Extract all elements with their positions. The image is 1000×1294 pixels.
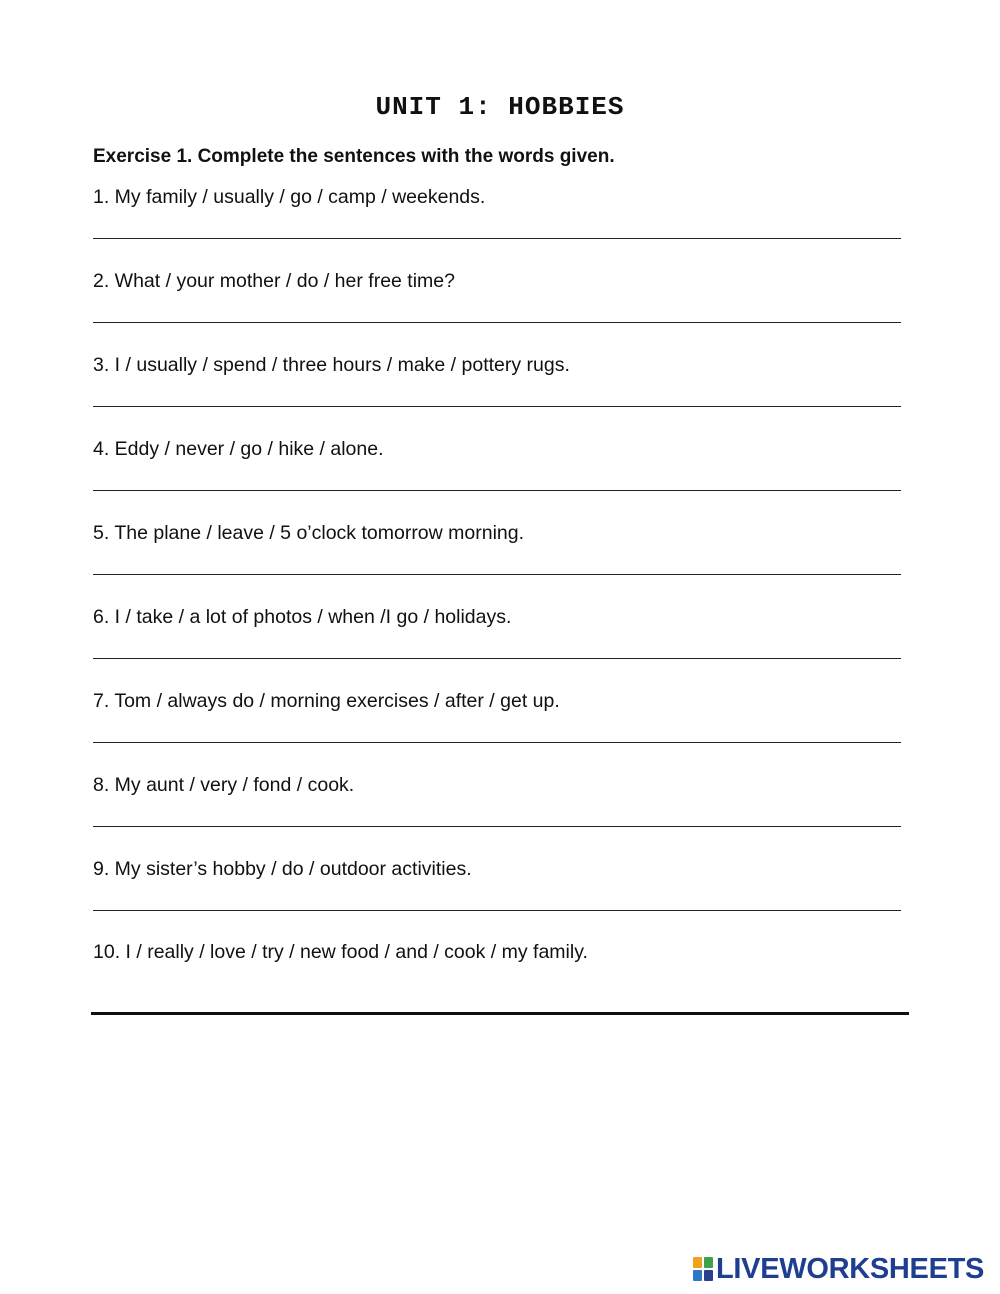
exercise-item bbox=[93, 941, 903, 1025]
page-title: UNIT 1: HOBBIES bbox=[375, 92, 625, 122]
liveworksheets-logo[interactable] bbox=[693, 1254, 984, 1284]
answer-line[interactable] bbox=[93, 406, 901, 407]
answer-line[interactable] bbox=[93, 826, 901, 827]
answer-line[interactable] bbox=[93, 910, 901, 911]
logo-tile bbox=[693, 1270, 702, 1281]
logo-tile bbox=[704, 1270, 713, 1281]
answer-line[interactable] bbox=[93, 490, 901, 491]
exercise-prompt: 3. I / usually / spend / three hours / make / pottery rugs. bbox=[93, 354, 570, 376]
answer-line[interactable] bbox=[93, 742, 901, 743]
exercise-prompt: 8. My aunt / very / fond / cook. bbox=[93, 774, 355, 796]
exercise-prompt: 9. My sister’s hobby / do / outdoor activities. bbox=[93, 858, 472, 880]
exercise-prompt: 10. I / really / love / try / new food / and / cook / my family. bbox=[93, 941, 588, 963]
exercise-prompt: 1. My family / usually / go / camp / weekends. bbox=[93, 186, 486, 208]
exercise-prompt: 2. What / your mother / do / her free time? bbox=[93, 270, 455, 292]
exercise-item bbox=[93, 858, 903, 942]
exercise-item bbox=[93, 690, 903, 774]
exercise-item bbox=[93, 522, 903, 606]
liveworksheets-logo-icon bbox=[693, 1257, 713, 1281]
exercise-prompt: 4. Eddy / never / go / hike / alone. bbox=[93, 438, 384, 460]
exercise-item bbox=[93, 438, 903, 522]
logo-tile bbox=[693, 1257, 702, 1268]
answer-line[interactable] bbox=[91, 1012, 909, 1015]
exercise-instruction: Exercise 1. Complete the sentences with the words given. bbox=[93, 146, 615, 167]
answer-line[interactable] bbox=[93, 322, 901, 323]
exercise-item bbox=[93, 270, 903, 354]
exercise-item bbox=[93, 354, 903, 438]
logo-tile bbox=[704, 1257, 713, 1268]
exercise-prompt: 5. The plane / leave / 5 o’clock tomorrow morning. bbox=[93, 522, 525, 544]
exercise-prompt: 6. I / take / a lot of photos / when /I go / holidays. bbox=[93, 606, 512, 628]
exercise-item bbox=[93, 774, 903, 858]
liveworksheets-logo-text: LIVEWORKSHEETS bbox=[716, 1253, 985, 1285]
answer-line[interactable] bbox=[93, 574, 901, 575]
exercise-prompt: 7. Tom / always do / morning exercises / after / get up. bbox=[93, 690, 560, 712]
answer-line[interactable] bbox=[93, 658, 901, 659]
answer-line[interactable] bbox=[93, 238, 901, 239]
exercise-item bbox=[93, 186, 903, 270]
exercise-item bbox=[93, 606, 903, 690]
